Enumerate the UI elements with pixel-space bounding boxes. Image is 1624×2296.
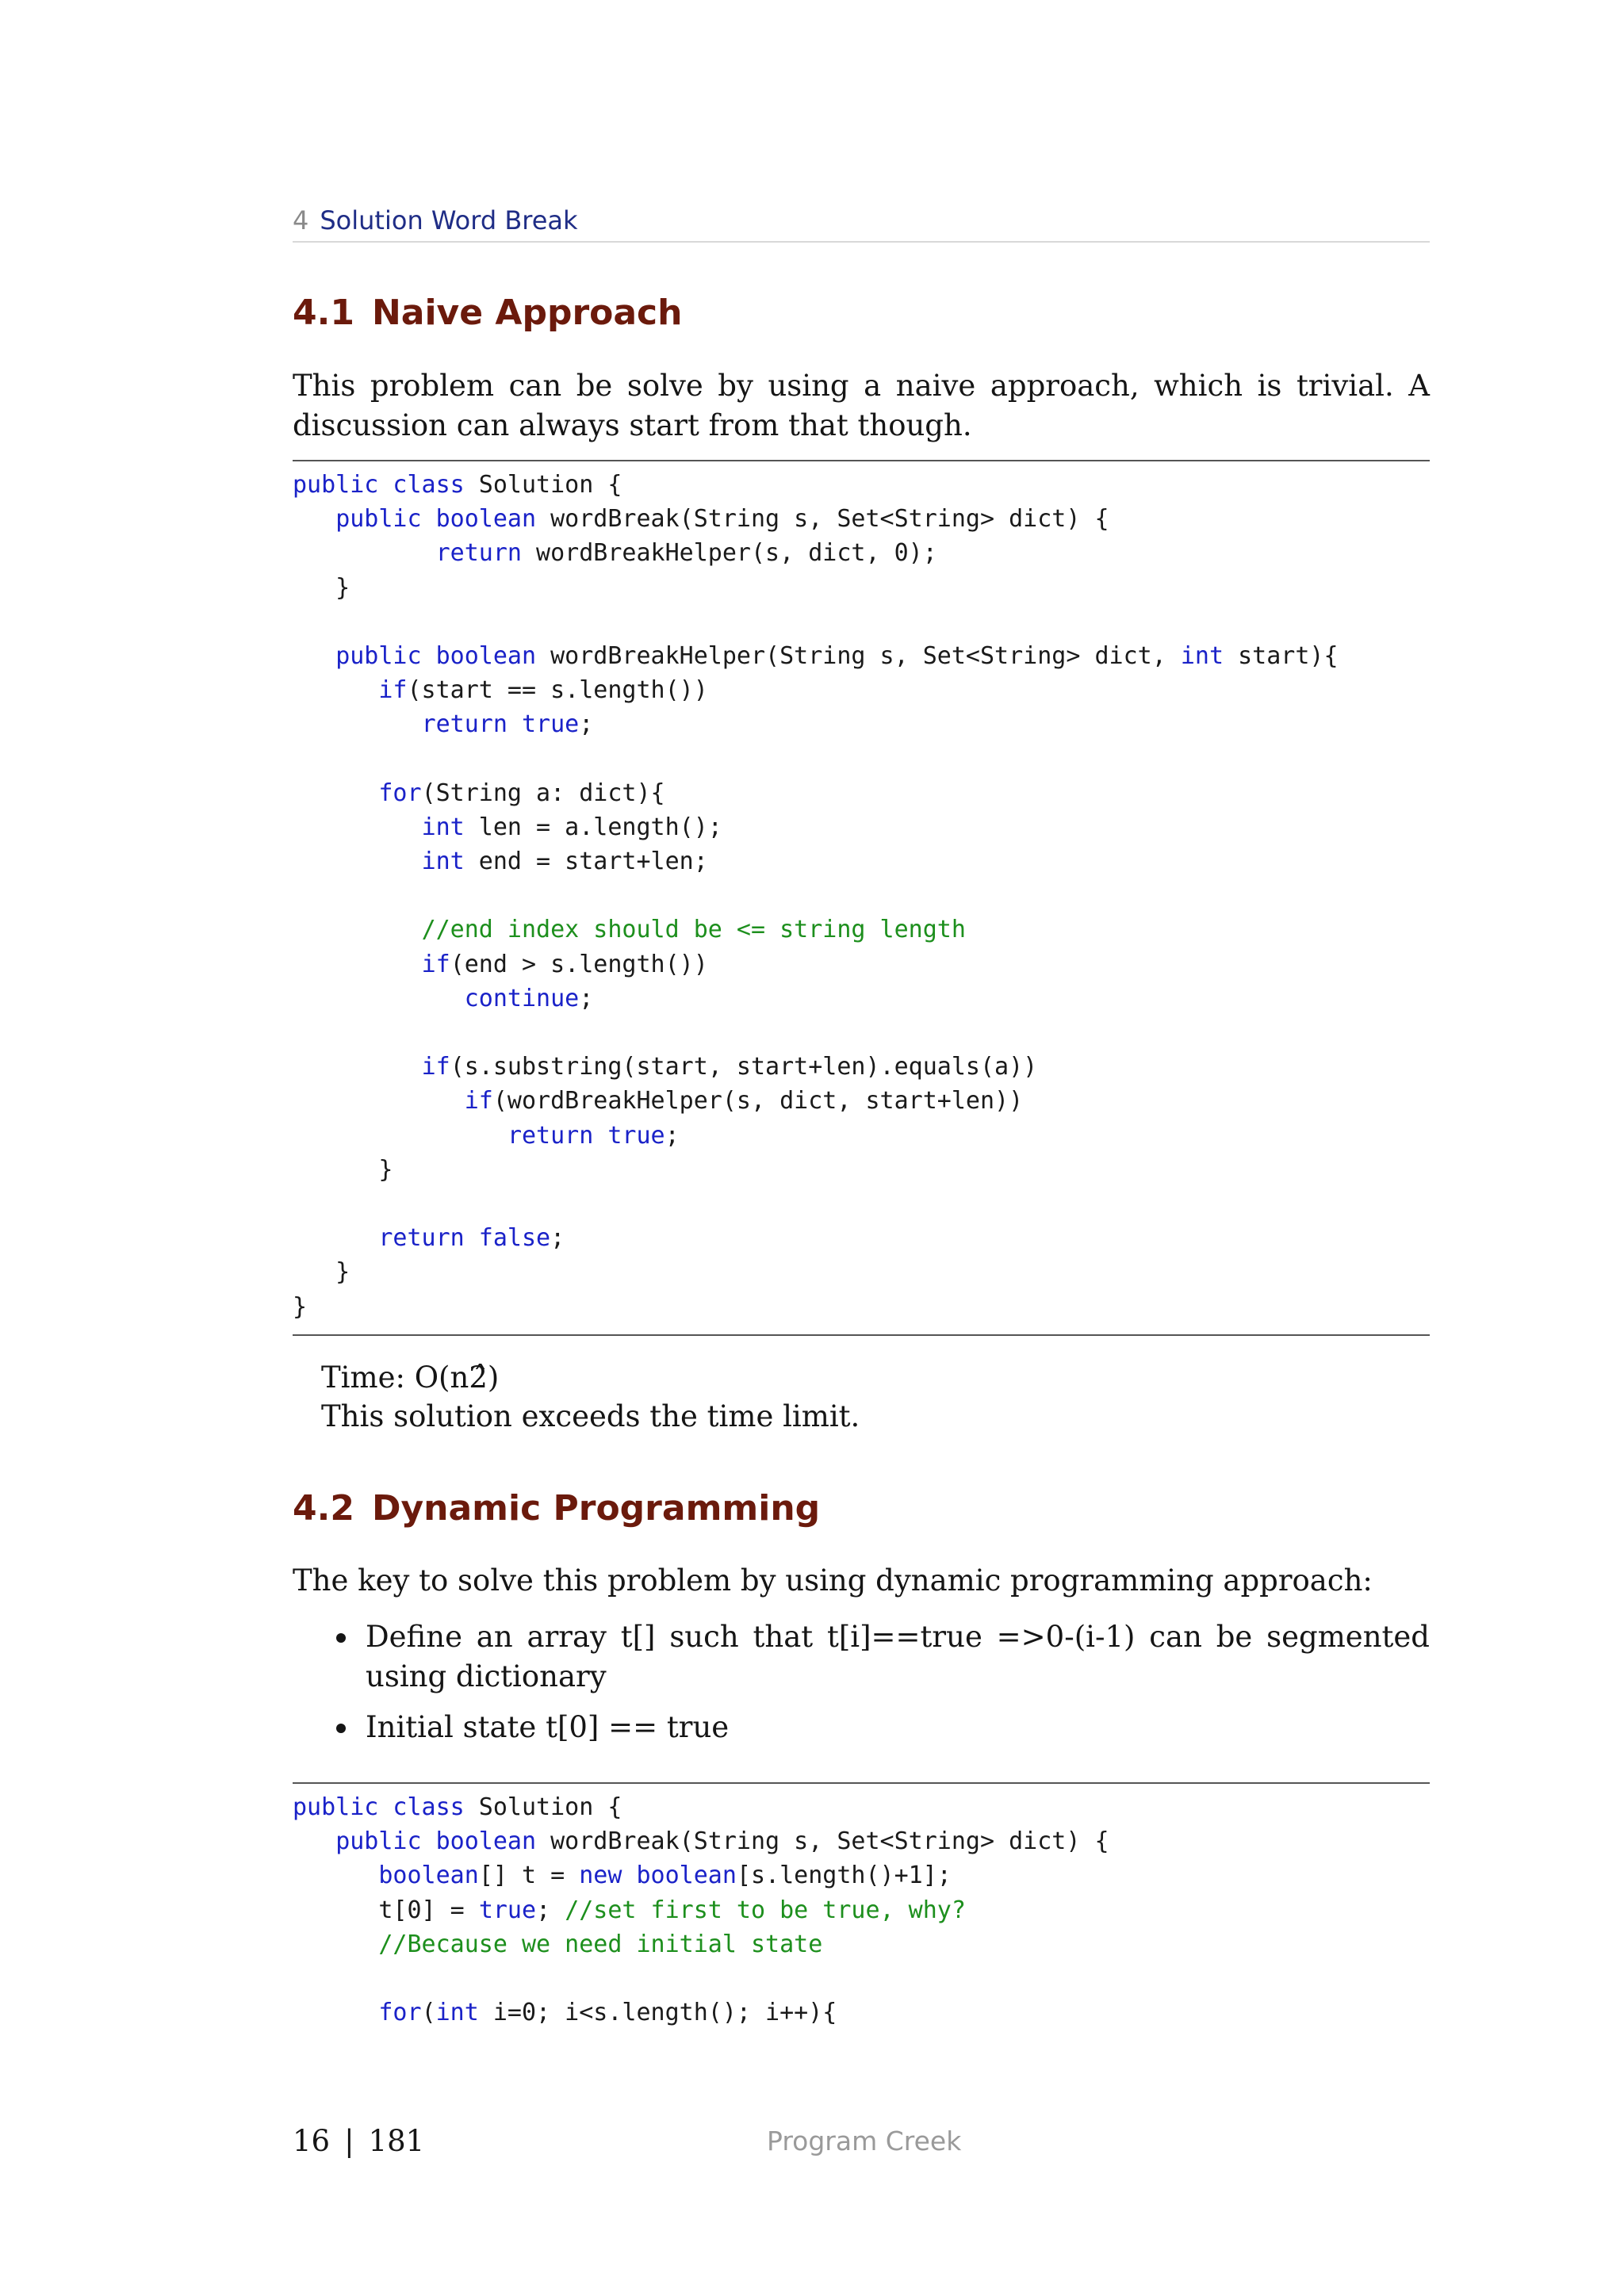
code-text: } <box>293 573 350 602</box>
code-line <box>293 776 1430 810</box>
code-text: ( <box>421 1999 436 2027</box>
code-text <box>293 505 335 533</box>
section-heading-dp <box>293 1487 820 1530</box>
code-text: end = start+len; <box>464 848 708 876</box>
code-keyword: boolean <box>378 1862 479 1890</box>
code-text <box>293 985 465 1012</box>
code-text <box>293 1827 335 1855</box>
code-line <box>293 913 1430 947</box>
code-text: (String a: dict){ <box>421 779 665 807</box>
code-line <box>293 1996 1430 2030</box>
code-line <box>293 605 1430 639</box>
code-text: wordBreakHelper(String s, Set<String> dict, <box>536 641 1181 670</box>
code-keyword: int <box>421 848 465 876</box>
code-keyword: public boolean <box>335 1827 537 1856</box>
code-comment: //Because we need initial state <box>378 1930 823 1958</box>
code-text: ; <box>579 984 594 1012</box>
code-line <box>293 707 1430 741</box>
code-line <box>293 947 1430 982</box>
code-text: (wordBreakHelper(s, dict, start+len)) <box>492 1087 1024 1115</box>
code-keyword: return <box>435 539 522 568</box>
code-line <box>293 571 1430 605</box>
code-text: wordBreakHelper(s, dict, 0); <box>522 539 937 568</box>
code-text <box>293 916 422 943</box>
section-number: 4.1 <box>293 293 354 333</box>
code-listing-naive <box>293 468 1430 1324</box>
chapter-number: 4 <box>293 205 309 235</box>
list-item: Define an array t[] such that t[i]==true =>0-(i-1) can be segmented using dictionary <box>293 1617 1430 1697</box>
code-keyword: int <box>435 1999 479 2027</box>
code-text <box>293 642 335 670</box>
code-keyword: if <box>421 1053 450 1081</box>
code-bottom-rule <box>293 1334 1430 1336</box>
code-text: [] t = <box>478 1862 580 1890</box>
code-keyword: return false <box>378 1224 551 1253</box>
code-text <box>293 1122 508 1150</box>
total-pages: 181 <box>368 2124 425 2158</box>
running-header <box>293 205 1430 243</box>
code-text <box>293 1087 465 1115</box>
code-line <box>293 1893 1430 1927</box>
section-title: Dynamic Programming <box>371 1488 821 1529</box>
list-item: Initial state t[0] == true <box>293 1708 1430 1747</box>
code-text: ; <box>665 1121 680 1150</box>
code-text <box>293 1931 378 1958</box>
code-text: i=0; i<s.length(); i++){ <box>478 1999 837 2027</box>
code-keyword: if <box>464 1087 493 1115</box>
code-line <box>293 536 1430 570</box>
section-title: Naive Approach <box>371 293 683 333</box>
code-line <box>293 1290 1430 1324</box>
code-text: } <box>293 1258 350 1287</box>
code-text: wordBreak(String s, Set<String> dict) { <box>536 1827 1109 1856</box>
code-line <box>293 1084 1430 1118</box>
code-text: wordBreak(String s, Set<String> dict) { <box>536 505 1109 534</box>
code-keyword: if <box>421 950 450 978</box>
code-line <box>293 639 1430 673</box>
code-line <box>293 468 1430 502</box>
code-keyword: public class <box>293 1793 465 1821</box>
code-line <box>293 673 1430 707</box>
code-text: len = a.length(); <box>464 813 722 841</box>
code-line <box>293 1824 1430 1858</box>
code-text: Solution { <box>464 471 622 499</box>
code-text: ; <box>579 710 594 739</box>
code-text: (s.substring(start, start+len).equals(a)) <box>450 1053 1038 1081</box>
code-text <box>293 951 422 978</box>
code-text: Solution { <box>464 1793 622 1821</box>
code-text <box>293 779 378 807</box>
code-line <box>293 1927 1430 1961</box>
code-line <box>293 1961 1430 1996</box>
section-heading-naive <box>293 292 682 335</box>
code-text <box>293 813 422 841</box>
code-line <box>293 810 1430 844</box>
code-text <box>293 1053 422 1081</box>
code-keyword: true <box>478 1896 537 1924</box>
page-separator: | <box>344 2124 354 2158</box>
code-keyword: int <box>421 813 465 841</box>
section-number: 4.2 <box>293 1488 354 1529</box>
code-text <box>293 1999 378 2026</box>
code-keyword: return true <box>421 710 580 739</box>
bullet-icon <box>336 1633 346 1643</box>
code-text: ; <box>550 1224 565 1253</box>
code-line <box>293 502 1430 536</box>
code-comment: //set first to be true, why? <box>565 1896 966 1924</box>
section-paragraph: This problem can be solve by using a naive approach, which is trivial. A discussion can always start from that though. <box>293 369 1430 442</box>
code-keyword: public boolean <box>335 641 537 670</box>
document-page <box>293 0 1430 2296</box>
code-text <box>293 676 378 704</box>
code-listing-dp <box>293 1790 1430 2030</box>
code-text <box>293 539 436 567</box>
code-line <box>293 1050 1430 1084</box>
code-line <box>293 1153 1430 1187</box>
code-text: ; <box>536 1896 565 1924</box>
current-page: 16 <box>293 2124 331 2158</box>
code-line <box>293 844 1430 878</box>
code-line <box>293 742 1430 776</box>
code-line <box>293 1858 1430 1892</box>
code-keyword: continue <box>464 984 580 1012</box>
section-paragraph: The key to solve this problem by using dynamic programming approach: <box>293 1563 1373 1598</box>
code-text: } <box>293 1292 308 1321</box>
code-top-rule <box>293 460 1430 461</box>
code-line <box>293 1790 1430 1824</box>
code-text: (start == s.length()) <box>407 676 708 705</box>
code-line <box>293 878 1430 913</box>
code-line <box>293 1016 1430 1050</box>
footer-book-name: Program Creek <box>767 2126 962 2156</box>
code-line <box>293 1255 1430 1289</box>
code-line <box>293 982 1430 1016</box>
code-keyword: int <box>1180 641 1224 670</box>
code-keyword: new boolean <box>579 1862 737 1890</box>
time-complexity: Time: O(n2̂) <box>321 1360 500 1395</box>
code-line <box>293 1187 1430 1221</box>
code-keyword: public boolean <box>335 505 537 534</box>
code-text <box>293 1862 378 1889</box>
bullet-icon <box>336 1724 346 1733</box>
code-comment: //end index should be <= string length <box>421 916 966 944</box>
code-text: (end > s.length()) <box>450 950 708 978</box>
code-text: start){ <box>1224 641 1339 670</box>
code-text <box>293 1224 378 1252</box>
complexity-note <box>321 1358 860 1436</box>
code-text <box>293 710 422 738</box>
code-top-rule <box>293 1782 1430 1784</box>
code-line <box>293 1119 1430 1153</box>
code-keyword: for <box>378 779 422 807</box>
chapter-title-link[interactable]: Solution Word Break <box>320 205 578 235</box>
code-keyword: for <box>378 1999 422 2027</box>
code-text: } <box>293 1155 393 1184</box>
code-text: [s.length()+1]; <box>736 1862 952 1890</box>
page-number <box>293 2122 424 2161</box>
code-keyword: return true <box>507 1121 665 1150</box>
bullet-list <box>293 1617 1430 1758</box>
time-limit-remark: This solution exceeds the time limit. <box>321 1399 860 1433</box>
code-keyword: if <box>378 676 408 705</box>
code-text <box>293 848 422 875</box>
code-line <box>293 1221 1430 1255</box>
code-keyword: public class <box>293 471 465 499</box>
code-text: t[0] = <box>293 1896 479 1924</box>
